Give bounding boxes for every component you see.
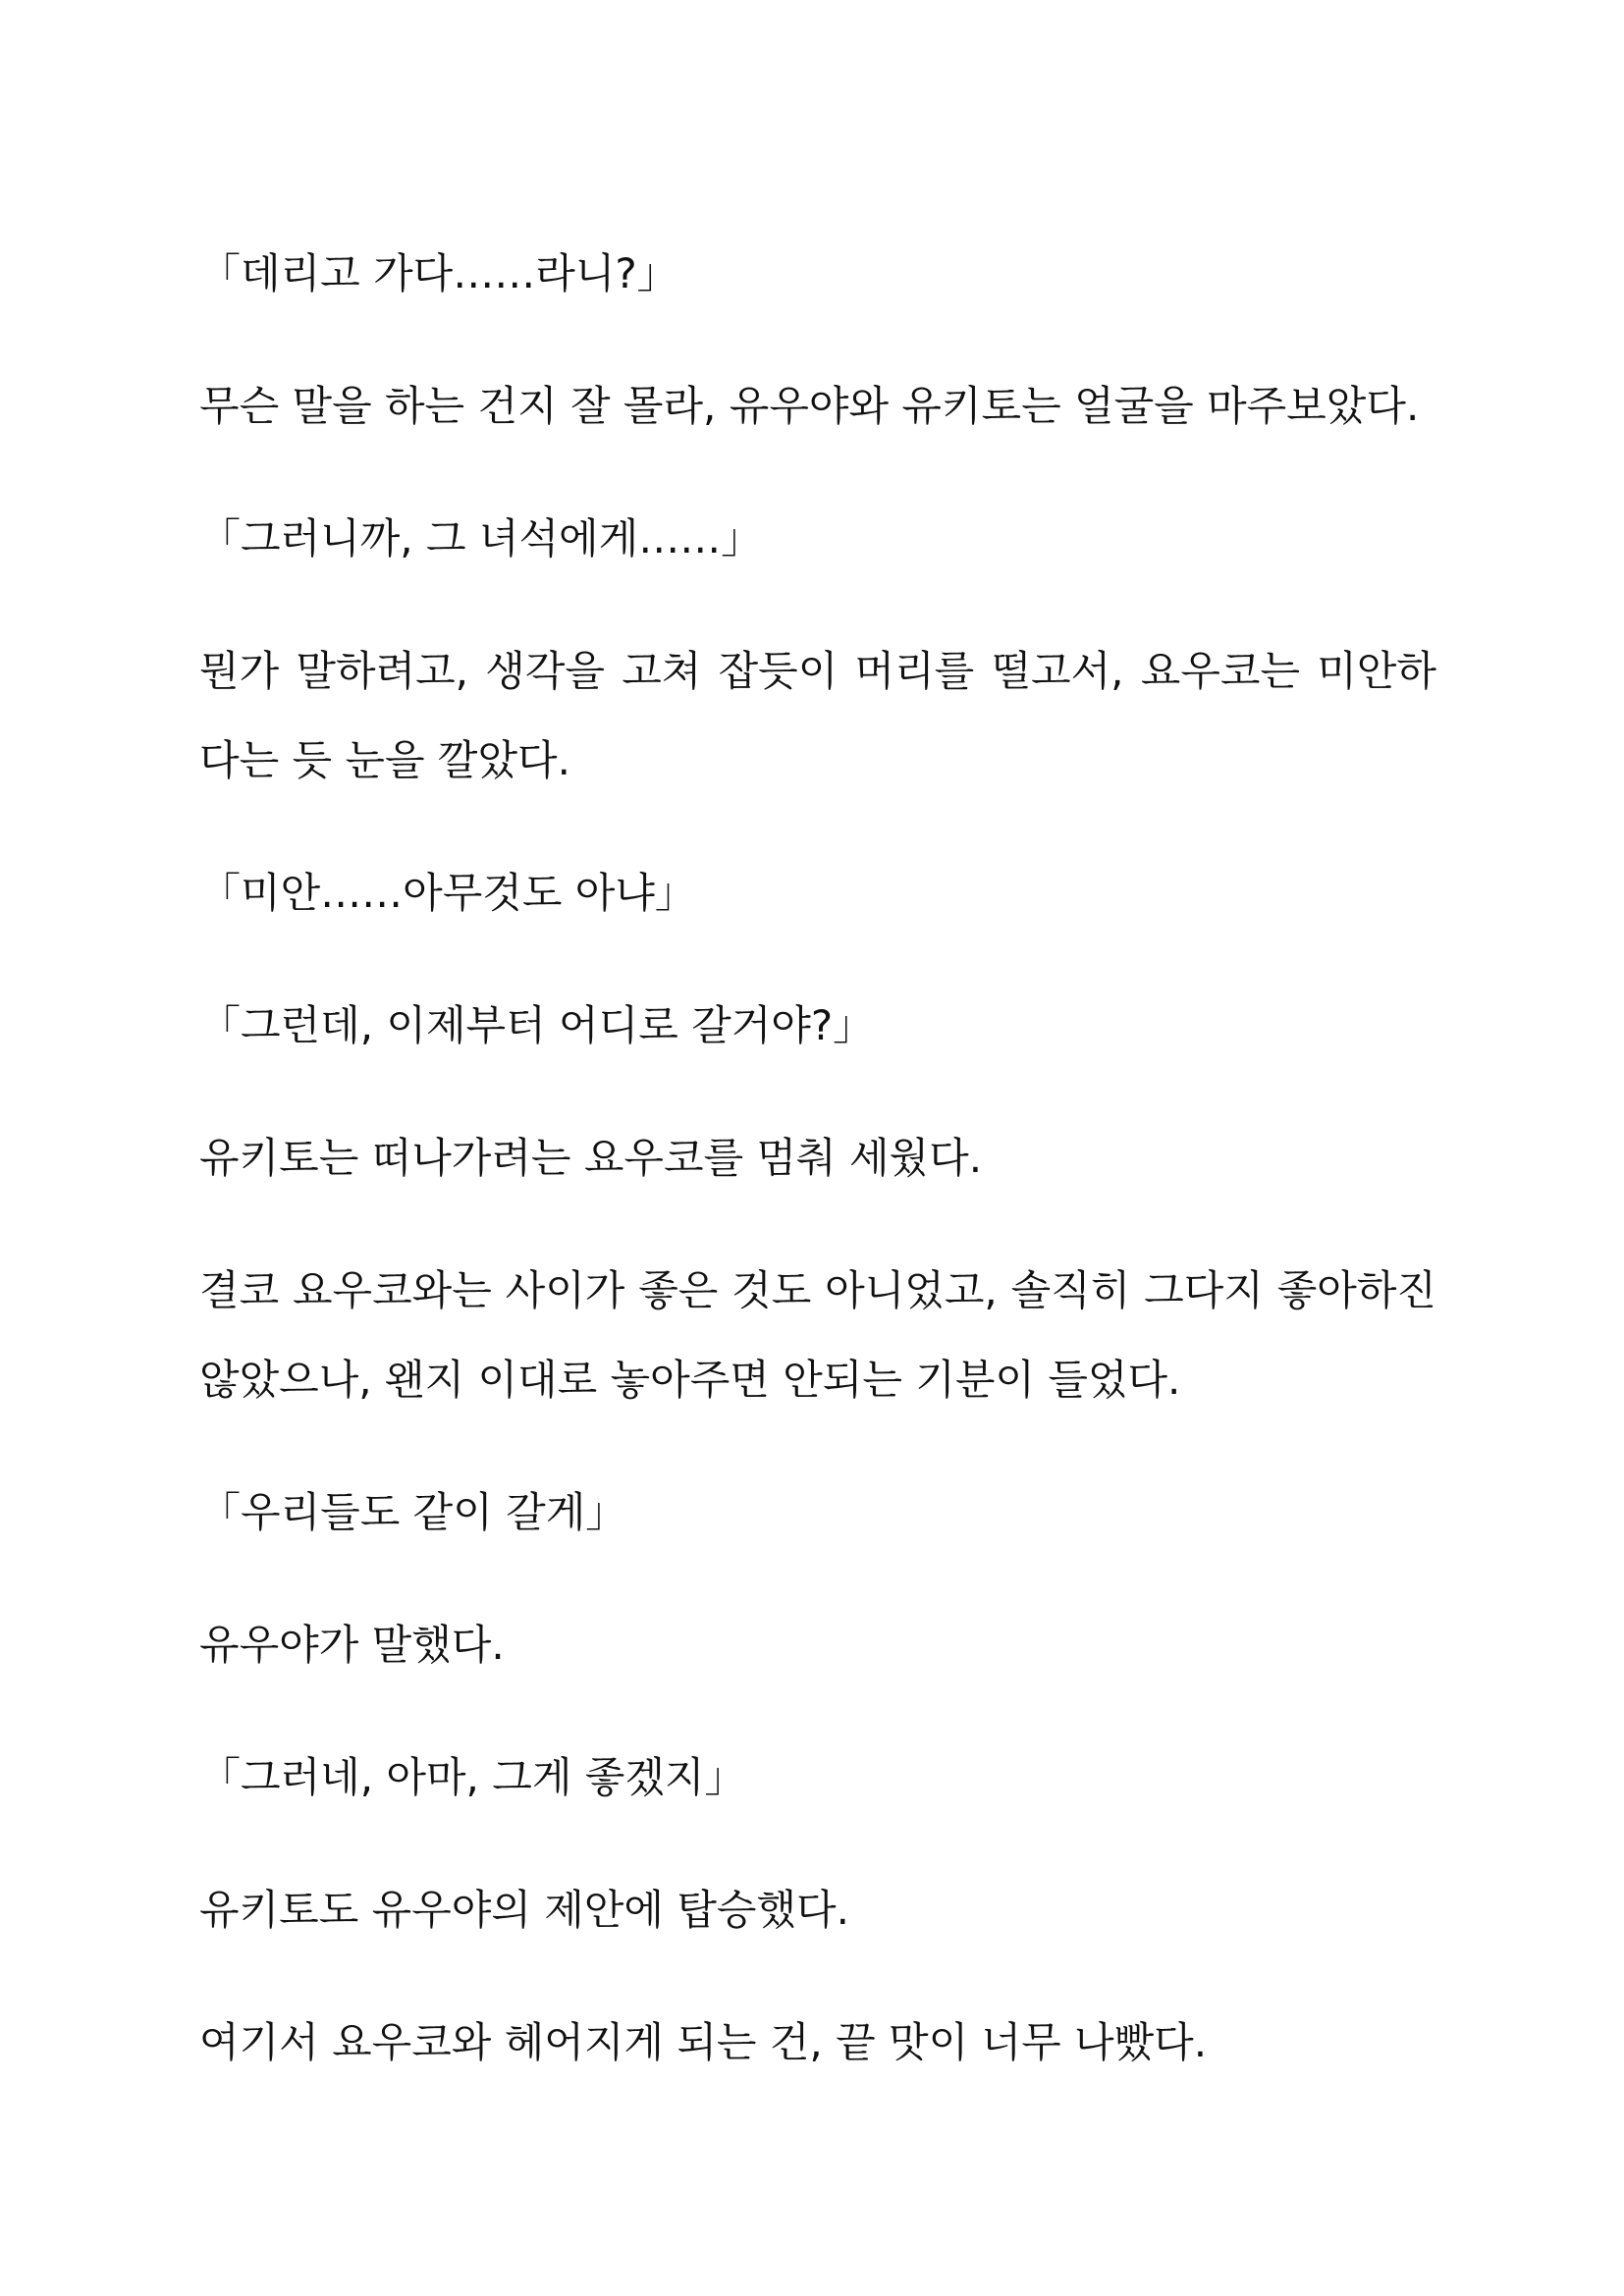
paragraph-2: 무슨 말을 하는 건지 잘 몰라, 유우야와 유키토는 얼굴을 마주보았다.	[199, 382, 1420, 430]
paragraph-11: 「그러네, 아마, 그게 좋겠지」	[199, 1753, 746, 1801]
paragraph-5: 「미안……아무것도 아냐」	[199, 869, 696, 917]
paragraph-13: 여기서 요우코와 헤어지게 되는 건, 끝 맛이 너무 나빴다.	[199, 2018, 1208, 2066]
paragraph-6: 「그런데, 이제부터 어디로 갈거야?」	[199, 1001, 875, 1049]
paragraph-10: 유우야가 말했다.	[199, 1621, 505, 1669]
paragraph-3: 「그러니까, 그 녀석에게……」	[199, 514, 763, 562]
paragraph-8: 결코 요우코와는 사이가 좋은 것도 아니었고, 솔직히 그다지 좋아하진 않았으나, 왠지 이대로 놓아주면 안되는 기분이 들었다.	[199, 1266, 1436, 1404]
paragraph-7: 유키토는 떠나가려는 요우코를 멈춰 세웠다.	[199, 1134, 983, 1182]
paragraph-4: 뭔가 말하려고, 생각을 고쳐 잡듯이 머리를 떨고서, 요우코는 미안하다는 듯 눈을 깔았다.	[199, 647, 1436, 784]
paragraph-1: 「데리고 가다……라니?」	[199, 249, 678, 297]
body-text	[199, 229, 1436, 2087]
paragraph-9: 「우리들도 같이 갈게」	[199, 1488, 627, 1536]
paragraph-12: 유키토도 유우야의 제안에 탑승했다.	[199, 1886, 849, 1934]
